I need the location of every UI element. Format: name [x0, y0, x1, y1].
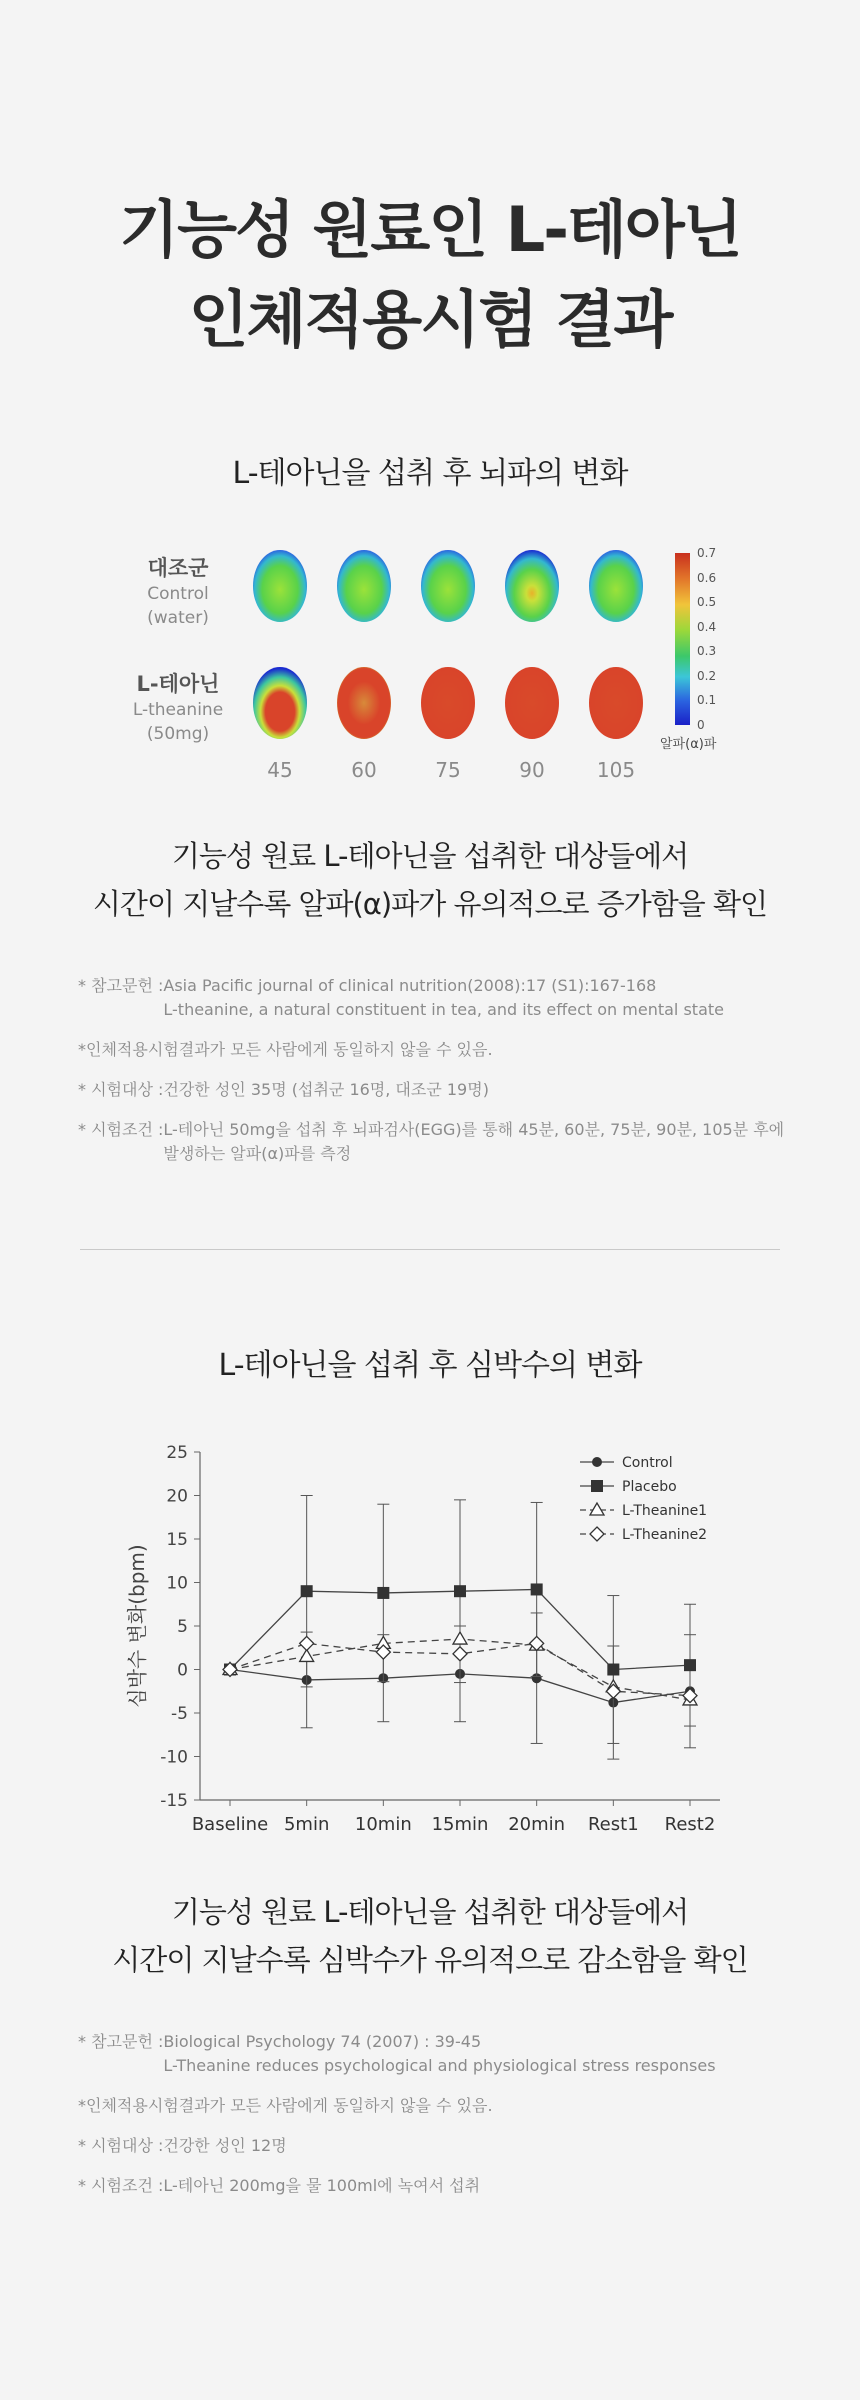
point-l-theanine2 — [453, 1647, 467, 1661]
y-tick-label: 15 — [166, 1530, 188, 1550]
color-scale-tick: 0.7 — [697, 546, 717, 560]
color-scale-tick: 0.2 — [697, 668, 717, 683]
note-text: 인체적용시험결과가 모든 사람에게 동일하지 않을 수 있음. — [86, 2096, 493, 2115]
note-disclaimer — [78, 1038, 798, 1062]
note-text: L-테아닌 50mg을 섭취 후 뇌파검사(EGG)를 통해 45분, 60분, 75분, 90분, 105분 후에 발생하는 알파(α)파를 측정 — [163, 1120, 785, 1163]
color-scale-tick: 0.6 — [697, 570, 717, 585]
y-tick-label: -5 — [171, 1704, 188, 1724]
theanine-label-en: L-theanine — [132, 700, 224, 720]
brainwave-heading: L-테아닌을 섭취 후 뇌파의 변화 — [232, 456, 628, 491]
theanine-label-en2: (50mg) — [146, 724, 210, 744]
note-text: 인체적용시험결과가 모든 사람에게 동일하지 않을 수 있음. — [86, 1040, 493, 1059]
color-scale-bar — [675, 553, 695, 725]
color-scale-tick: 0.3 — [697, 644, 717, 659]
point-placebo — [684, 1659, 696, 1671]
y-tick-label: 10 — [166, 1573, 188, 1594]
note-disclaimer — [78, 2094, 798, 2118]
color-scale-tick: 0 — [697, 718, 705, 732]
color-scale-tick: 0.1 — [697, 693, 717, 708]
time-label-45: 45 — [267, 758, 293, 782]
x-tick-label: 15min — [431, 1814, 489, 1835]
note-label: * 시험대상 : — [78, 2136, 164, 2155]
note-text2: L-Theanine reduces psychological and physiological stress responses — [163, 2056, 716, 2075]
note-text: Asia Pacific journal of clinical nutrition(2008):17 (S1):167-168 — [163, 976, 657, 995]
brain-map-theanine-60 — [337, 667, 391, 739]
y-tick-label: 0 — [177, 1660, 188, 1681]
color-scale-tick: 0.4 — [697, 619, 717, 634]
brain-map-theanine-75 — [421, 667, 475, 739]
brainwave-conclusion-line1: 기능성 원료 L-테아닌을 섭취한 대상들에서 — [171, 839, 689, 873]
brainwave-notes — [78, 974, 798, 1182]
y-tick-label: 20 — [166, 1486, 188, 1507]
brain-map-control-105 — [589, 550, 643, 622]
control-label-en2: (water) — [147, 608, 209, 628]
note-subjects — [78, 2134, 798, 2158]
time-label-60: 60 — [351, 758, 377, 782]
color-scale-tick: 0.5 — [697, 595, 717, 610]
note-label: * 참고문헌 : — [78, 2032, 164, 2051]
brain-map-control-75 — [421, 550, 475, 622]
color-scale-label: 알파(α)파 — [660, 737, 717, 752]
heartrate-conclusion — [0, 1888, 860, 1984]
brainwave-conclusion — [0, 832, 860, 928]
point-placebo — [607, 1664, 619, 1676]
control-label-ko: 대조군 — [147, 556, 209, 580]
heartrate-heading: L-테아닌을 섭취 후 심박수의 변화 — [218, 1348, 642, 1383]
time-label-90: 90 — [519, 758, 545, 782]
note-conditions — [78, 2174, 798, 2198]
theanine-label — [118, 668, 238, 746]
point-l-theanine2 — [300, 1636, 314, 1650]
note-conditions — [78, 1118, 798, 1166]
brain-map-theanine-105 — [589, 667, 643, 739]
heartrate-notes — [78, 2030, 798, 2214]
theanine-label-ko: L-테아닌 — [136, 672, 220, 696]
note-label: * 참고문헌 : — [78, 976, 164, 995]
x-tick-label: Rest1 — [587, 1814, 639, 1835]
legend-marker-l-theanine1 — [590, 1503, 604, 1515]
brainwave-conclusion-line2: 시간이 지날수록 알파(α)파가 유의적으로 증가함을 확인 — [92, 887, 768, 921]
note-label: * — [78, 2096, 86, 2115]
legend-marker-placebo — [591, 1480, 603, 1492]
note-label: * 시험조건 : — [78, 1120, 164, 1139]
x-tick-label: Rest2 — [664, 1814, 716, 1835]
control-label — [118, 552, 238, 630]
note-reference — [78, 2030, 798, 2078]
point-l-theanine1 — [453, 1632, 467, 1644]
point-placebo — [531, 1583, 543, 1595]
heartrate-conclusion-line1: 기능성 원료 L-테아닌을 섭취한 대상들에서 — [171, 1895, 689, 1929]
section-divider — [80, 1249, 780, 1250]
point-l-theanine2 — [606, 1684, 620, 1698]
point-placebo — [454, 1585, 466, 1597]
note-label: * 시험대상 : — [78, 1080, 164, 1099]
y-tick-label: -10 — [160, 1747, 188, 1768]
brain-map-control-60 — [337, 550, 391, 622]
y-axis-label: 심박수 변화(bpm) — [125, 1544, 149, 1708]
x-tick-label: 20min — [508, 1814, 566, 1835]
heartrate-conclusion-line2: 시간이 지날수록 심박수가 유의적으로 감소함을 확인 — [112, 1943, 748, 1977]
y-tick-label: 5 — [177, 1617, 188, 1637]
time-label-105: 105 — [596, 758, 636, 782]
x-tick-label: 5min — [283, 1814, 330, 1835]
note-text: 건강한 성인 12명 — [163, 2136, 287, 2155]
legend-label-l-theanine2: L-Theanine2 — [622, 1527, 708, 1543]
note-label: * 시험조건 : — [78, 2176, 164, 2195]
legend-label-l-theanine1: L-Theanine1 — [622, 1503, 708, 1519]
page-title-line2: 인체적용시험 결과 — [188, 283, 672, 356]
brain-map-theanine-90 — [505, 667, 559, 739]
point-placebo — [377, 1587, 389, 1599]
x-tick-label: Baseline — [191, 1814, 269, 1835]
note-text: Biological Psychology 74 (2007) : 39-45 — [163, 2032, 482, 2051]
heartrate-chart — [120, 1420, 760, 1840]
note-text: L-테아닌 200mg을 물 100ml에 녹여서 섭취 — [163, 2176, 481, 2195]
note-text: 건강한 성인 35명 (섭취군 16명, 대조군 19명) — [163, 1080, 489, 1099]
note-label: * — [78, 1040, 86, 1059]
note-subjects — [78, 1078, 798, 1102]
note-reference — [78, 974, 798, 1022]
brain-map-control-45 — [253, 550, 307, 622]
page-title-line1: 기능성 원료인 L-테아닌 — [119, 193, 741, 266]
note-text2: L-theanine, a natural constituent in tea, and its effect on mental state — [163, 1000, 724, 1019]
time-label-75: 75 — [435, 758, 461, 782]
legend-label-placebo: Placebo — [622, 1479, 677, 1495]
legend-label-control: Control — [622, 1455, 673, 1471]
y-tick-label: -15 — [160, 1791, 188, 1811]
control-label-en: Control — [147, 584, 209, 604]
x-tick-label: 10min — [354, 1814, 412, 1835]
y-tick-label: 25 — [166, 1443, 188, 1463]
brain-map-theanine-45 — [253, 667, 307, 739]
page-title — [0, 185, 860, 365]
legend-marker-l-theanine2 — [590, 1527, 604, 1541]
brain-map-control-90 — [505, 550, 559, 622]
legend-marker-control — [592, 1457, 602, 1467]
point-placebo — [301, 1585, 313, 1597]
